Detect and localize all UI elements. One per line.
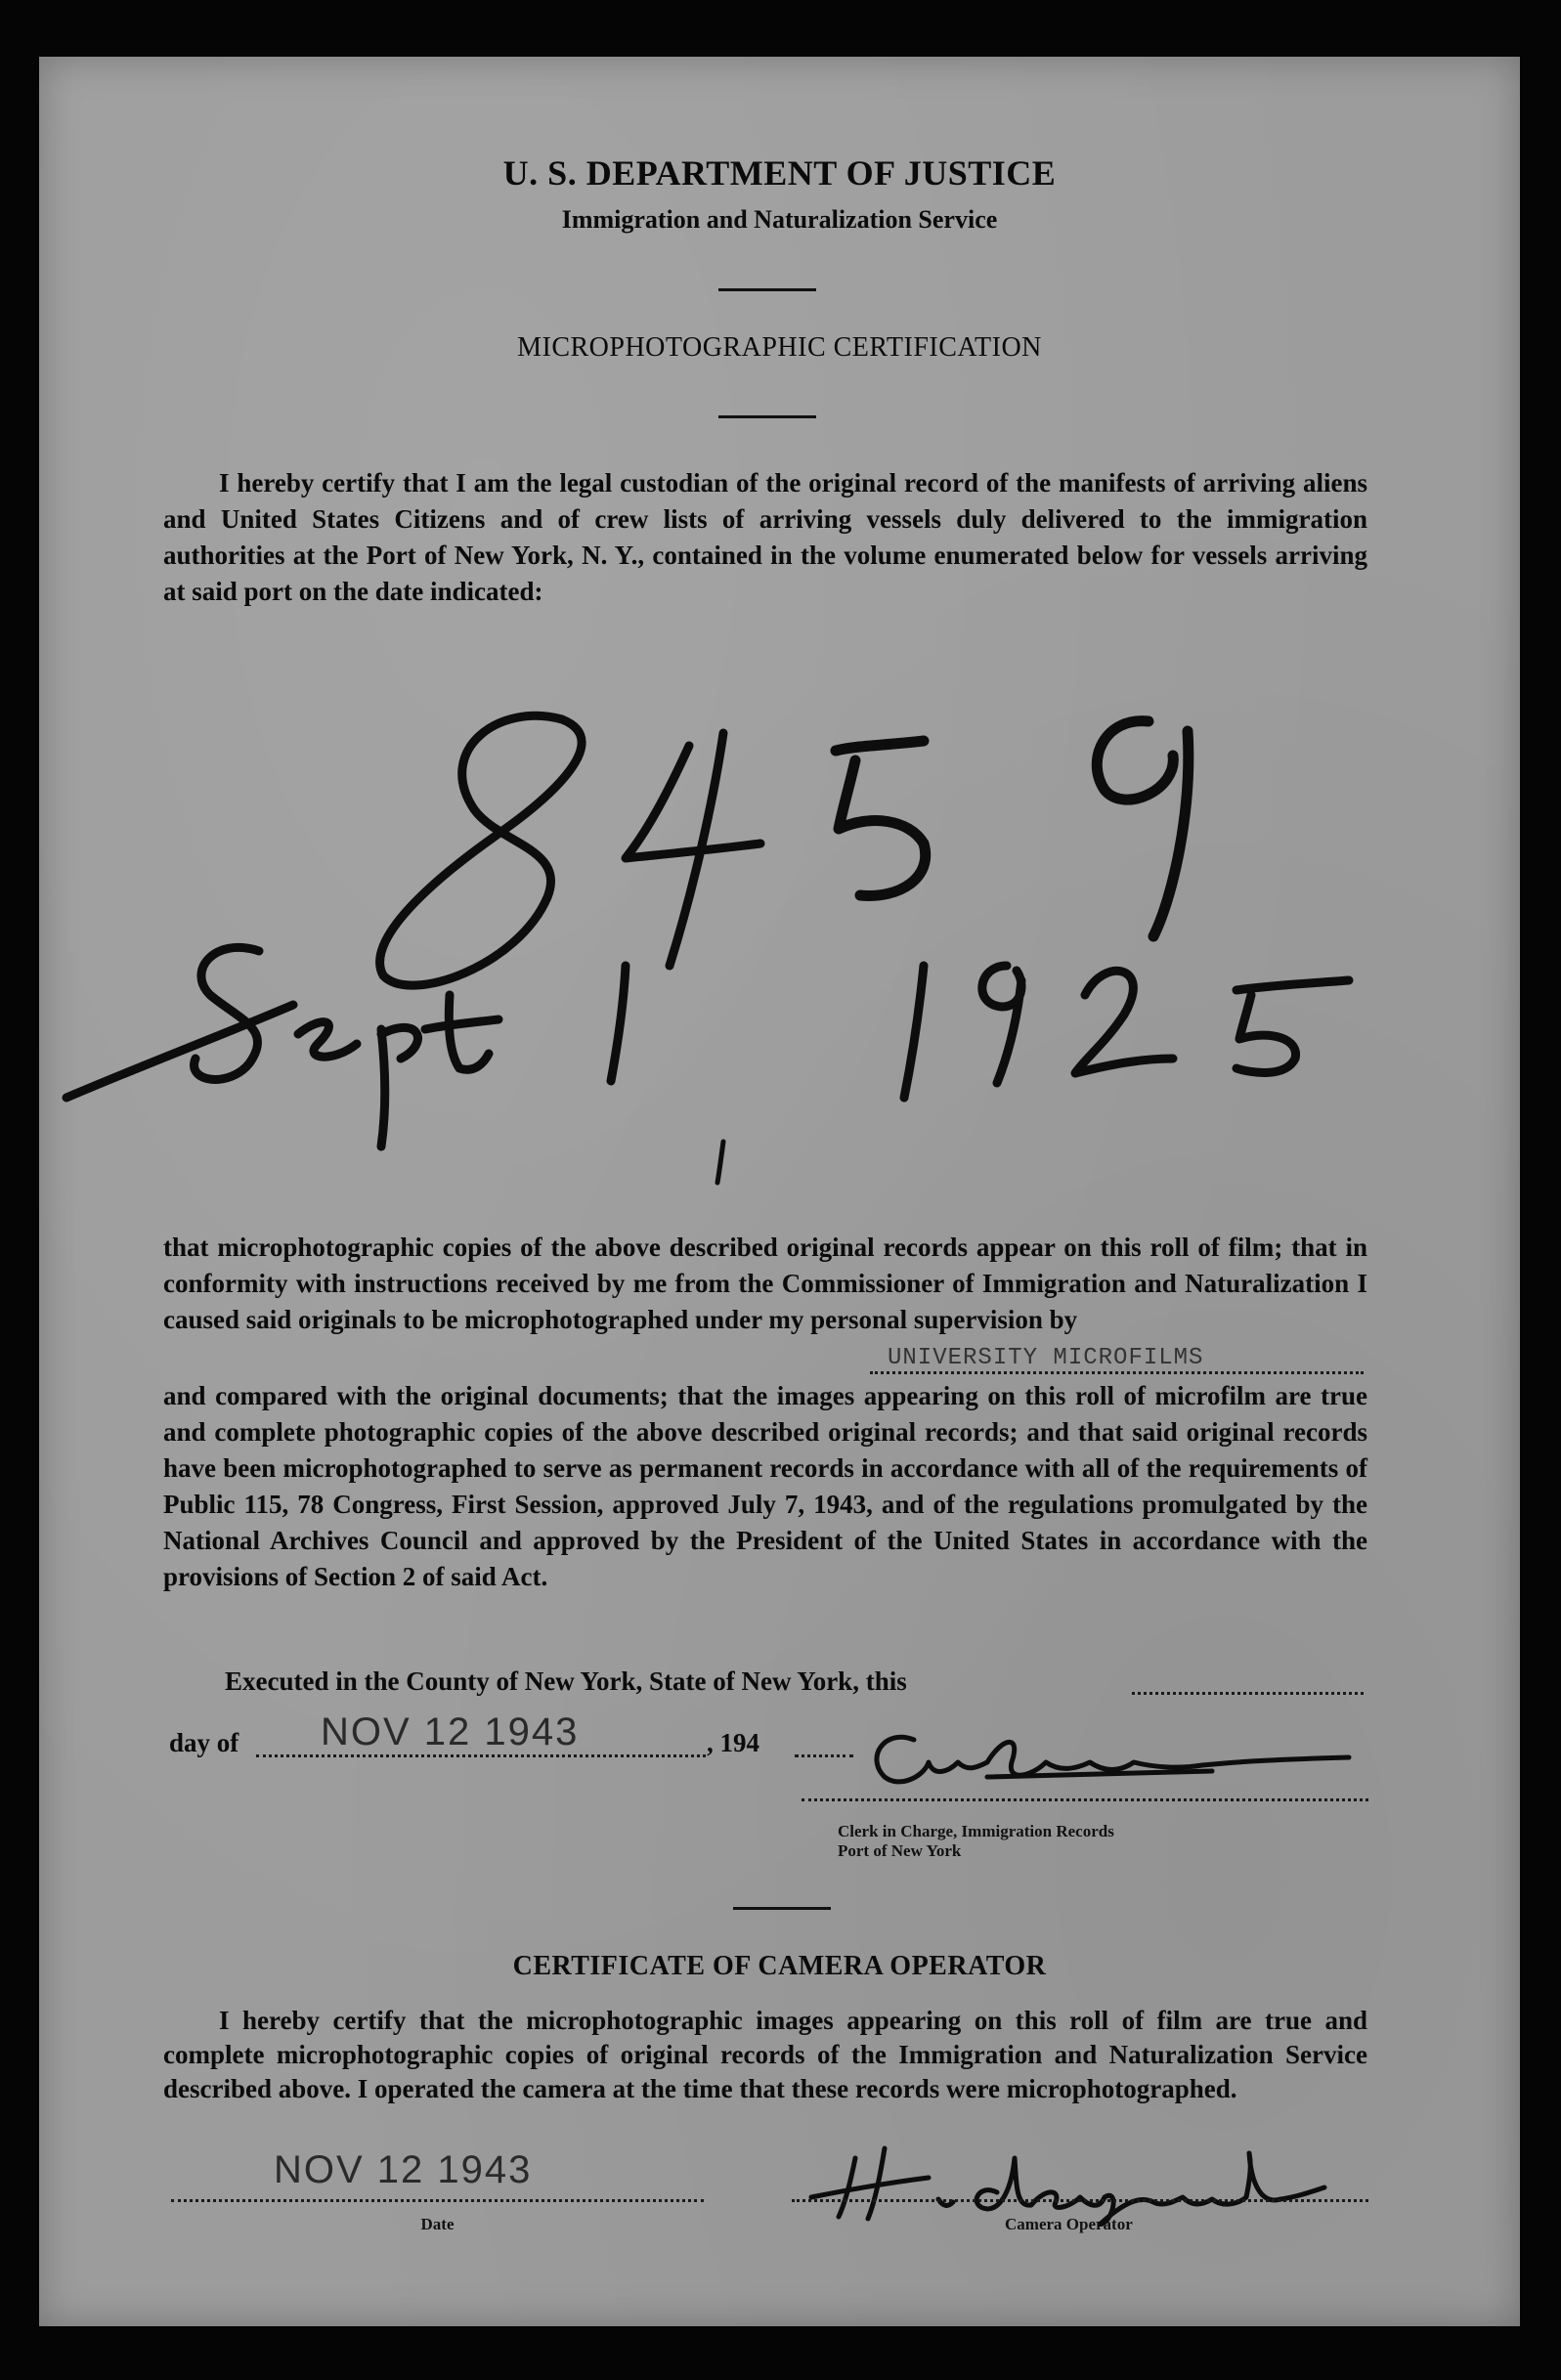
- year-prefix: , 194: [707, 1728, 759, 1757]
- day-of-line: [256, 1754, 706, 1757]
- handwritten-year-2: [1075, 971, 1173, 1073]
- operator-signature: [792, 2129, 1339, 2227]
- clerk-title-line1: Clerk in Charge, Immigration Records: [838, 1822, 1114, 1840]
- handwritten-digit-8: [380, 715, 583, 985]
- supervisor-line: [870, 1371, 1364, 1374]
- body-text-part2: and compared with the original documents; that the images appearing on this roll of microfilm are true and complete photographic copies of the above described original records; and that said original records have been microphotographed to serve as permanent records in accordance with all of the requirements of Public 115, 78 Congress, First Session, approved July 7, 1943, and of the regulations promulgated by the National Archives Council and approved by the President of the United States in accordance with the provisions of Section 2 of said Act.: [163, 1381, 1367, 1591]
- supervisor-stamp: UNIVERSITY MICROFILMS: [888, 1345, 1204, 1371]
- certificate-sheet: [39, 57, 1520, 2326]
- handwritten-digit-9: [1097, 721, 1189, 936]
- title-divider: [718, 415, 816, 418]
- department-heading: U. S. DEPARTMENT OF JUSTICE: [502, 153, 1057, 193]
- camera-date-line: [171, 2199, 704, 2202]
- handwritten-year-5: [1236, 980, 1349, 1072]
- operator-signature-line: [792, 2199, 1368, 2202]
- certification-title: MICROPHOTOGRAPHIC CERTIFICATION: [517, 332, 1042, 363]
- clerk-title-line2: Port of New York: [838, 1841, 962, 1860]
- clerk-signature-line: [802, 1798, 1368, 1801]
- service-subheading: Immigration and Naturalization Service: [561, 205, 998, 234]
- camera-date-stamp: NOV 12 1943: [274, 2148, 533, 2191]
- camera-certificate-text: I hereby certify that the microphotographic images appearing on this roll of film are true and complete microphotographic copies of original records of the Immigration and Naturalization Service described above. I operated the camera at the time that these records were microphotographed.: [163, 2006, 1367, 2103]
- camera-operator-label: Camera Operator: [1005, 2215, 1133, 2233]
- handwritten-day: [611, 966, 626, 1081]
- handwritten-year-9: [982, 966, 1021, 1083]
- executed-in-text: Executed in the County of New York, State of New York, this: [225, 1666, 907, 1696]
- header-divider: [718, 288, 816, 291]
- handwritten-digit-5: [836, 741, 926, 895]
- day-of-label: day of: [169, 1728, 239, 1757]
- camera-date-label: Date: [420, 2215, 455, 2233]
- camera-certificate-title: CERTIFICATE OF CAMERA OPERATOR: [512, 1951, 1047, 1981]
- handwritten-comma: [717, 1142, 723, 1183]
- body-text-part1: that microphotographic copies of the above described original records appear on this roll of film; that in conformity with instructions received by me from the Commissioner of Immigration and Naturalization I caused said originals to be microphotographed under my personal supervision by: [163, 1233, 1367, 1334]
- day-of-stamp: NOV 12 1943: [321, 1710, 580, 1753]
- executed-line: [1132, 1692, 1364, 1695]
- camera-divider: [733, 1907, 831, 1910]
- handwritten-digit-4: [626, 733, 760, 966]
- clerk-signature: [841, 1718, 1388, 1806]
- custodian-statement: I hereby certify that I am the legal custodian of the original record of the manifests of arriving aliens and United States Citizens and of crew lists of arriving vessels duly delivered to the immigration authorities at the Port of New York, N. Y., contained in the volume enumerated below for vessels arriving at said port on the date indicated:: [163, 468, 1367, 606]
- handwritten-word-sept: [66, 947, 499, 1147]
- handwritten-entry: [39, 643, 1520, 1249]
- handwritten-year-1: [904, 966, 924, 1098]
